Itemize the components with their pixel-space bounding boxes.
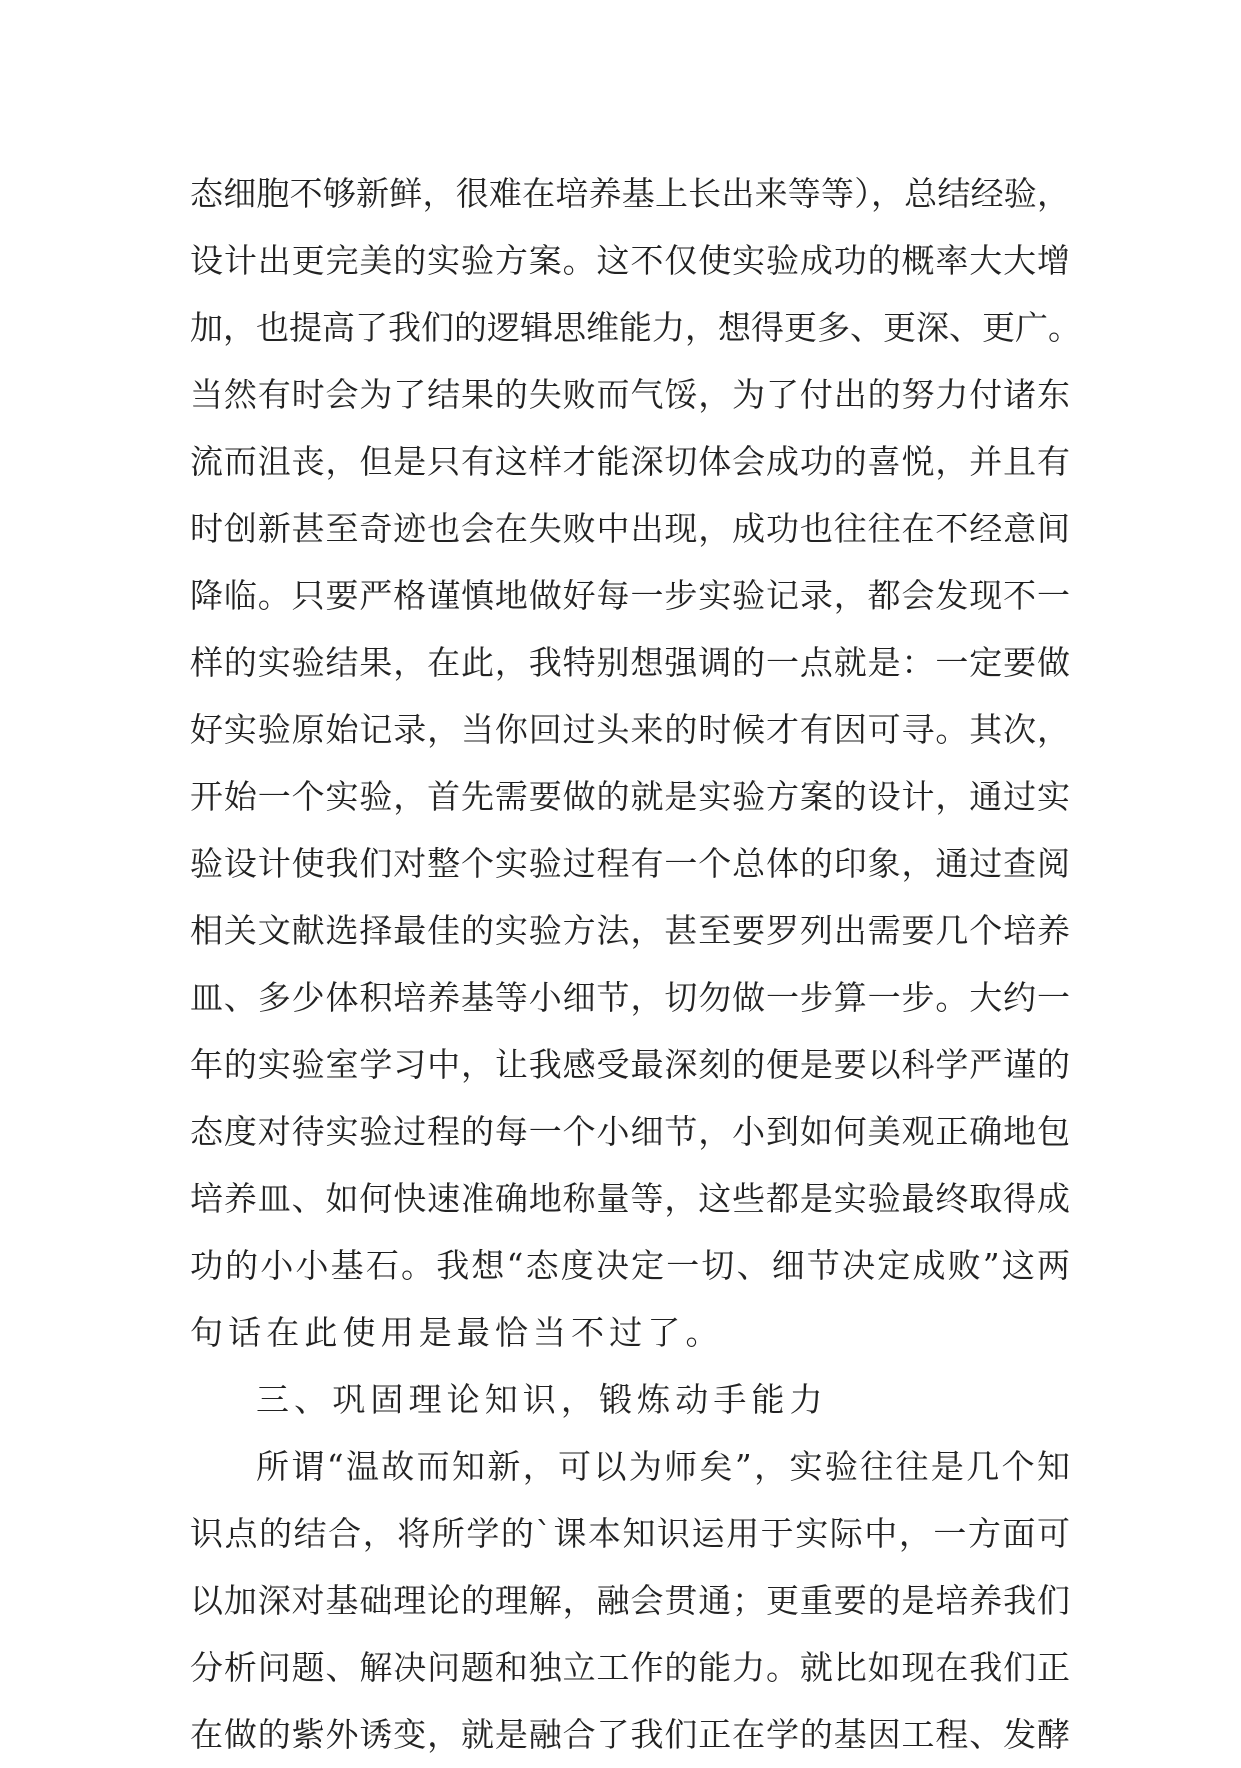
- body-text-line: 验设计使我们对整个实验过程有一个总体的印象，通过查阅: [190, 844, 1070, 883]
- body-text-line: 流而沮丧，但是只有这样才能深切体会成功的喜悦，并且有: [190, 442, 1070, 481]
- body-text-line: 降临。只要严格谨慎地做好每一步实验记录，都会发现不一: [190, 576, 1070, 615]
- body-text-line: 识点的结合，将所学的`课本知识运用于实际中，一方面可: [190, 1514, 1070, 1553]
- section-heading: 三、巩固理论知识，锻炼动手能力: [256, 1380, 828, 1419]
- body-text-line: 所谓“温故而知新，可以为师矣”，实验往往是几个知: [256, 1447, 1070, 1486]
- body-text-line: 分析问题、解决问题和独立工作的能力。就比如现在我们正: [190, 1648, 1070, 1687]
- body-text-line: 相关文献选择最佳的实验方法，甚至要罗列出需要几个培养: [190, 911, 1070, 950]
- body-text-line: 在做的紫外诱变，就是融合了我们正在学的基因工程、发酵: [190, 1715, 1070, 1754]
- body-text-line: 设计出更完美的实验方案。这不仅使实验成功的概率大大增: [190, 241, 1070, 280]
- body-text-line: 以加深对基础理论的理解，融会贯通；更重要的是培养我们: [190, 1581, 1070, 1620]
- body-text-line: 年的实验室学习中，让我感受最深刻的便是要以科学严谨的: [190, 1045, 1070, 1084]
- body-text-line: 好实验原始记录，当你回过头来的时候才有因可寻。其次，: [190, 710, 1070, 749]
- body-text-line: 样的实验结果，在此，我特别想强调的一点就是：一定要做: [190, 643, 1070, 682]
- body-text-line: 皿、多少体积培养基等小细节，切勿做一步算一步。大约一: [190, 978, 1070, 1017]
- body-text-line: 开始一个实验，首先需要做的就是实验方案的设计，通过实: [190, 777, 1070, 816]
- body-text-line: 培养皿、如何快速准确地称量等，这些都是实验最终取得成: [190, 1179, 1070, 1218]
- body-text-line: 句话在此使用是最恰当不过了。: [190, 1313, 724, 1352]
- body-text-line: 态度对待实验过程的每一个小细节，小到如何美观正确地包: [190, 1112, 1070, 1151]
- body-text-line: 加，也提高了我们的逻辑思维能力，想得更多、更深、更广。: [190, 308, 1081, 347]
- body-text-line: 态细胞不够新鲜，很难在培养基上长出来等等），总结经验，: [190, 174, 1070, 213]
- body-text-line: 当然有时会为了结果的失败而气馁，为了付出的努力付诸东: [190, 375, 1070, 414]
- body-text-line: 功的小小基石。我想“态度决定一切、细节决定成败”这两: [190, 1246, 1070, 1285]
- document-body: [190, 160, 1081, 1768]
- body-text-line: 时创新甚至奇迹也会在失败中出现，成功也往往在不经意间: [190, 509, 1070, 548]
